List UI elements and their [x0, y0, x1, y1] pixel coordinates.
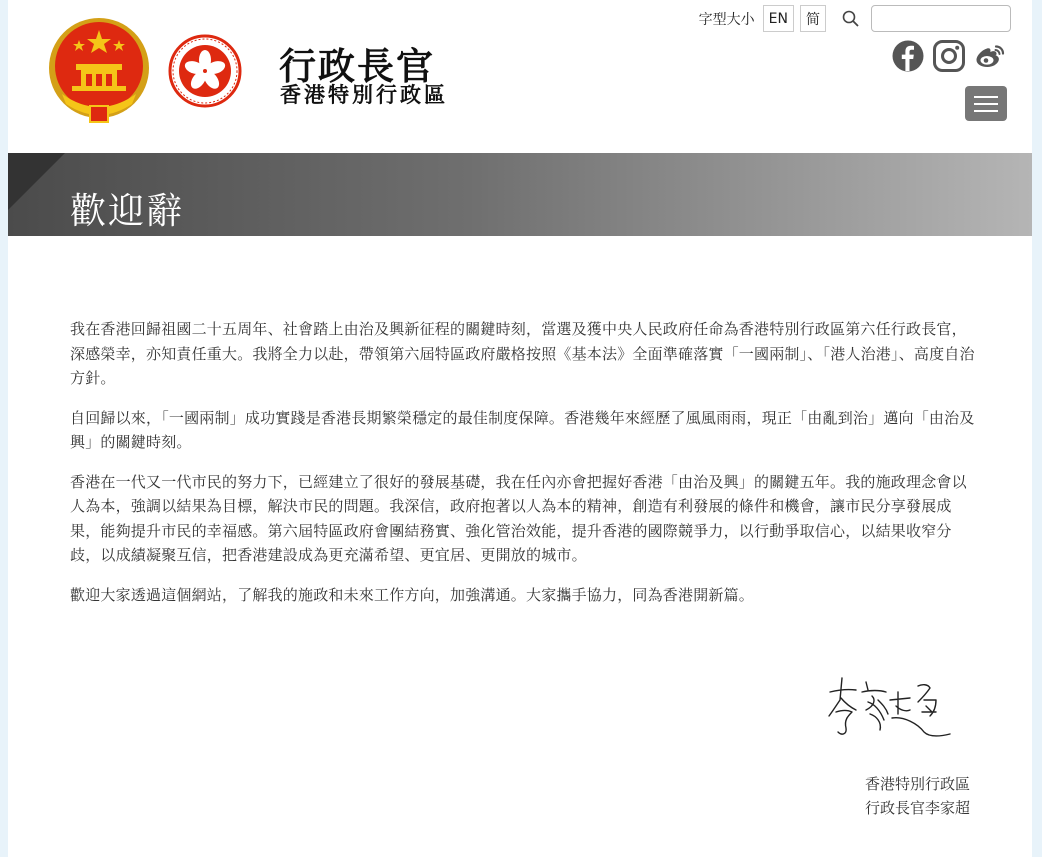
signature-image	[826, 670, 952, 742]
page	[8, 0, 1032, 857]
search-input[interactable]	[871, 5, 1011, 32]
menu-toggle-button[interactable]	[965, 86, 1007, 121]
hamburger-line	[974, 96, 998, 98]
signoff-block	[865, 772, 970, 820]
font-size-button[interactable]: 字型大小	[698, 11, 755, 28]
signoff-office: 香港特別行政區	[864, 775, 970, 793]
welcome-message	[70, 317, 975, 622]
english-language-button[interactable]: EN	[763, 5, 794, 32]
paragraph: 歡迎大家透過這個網站，了解我的施政和未來工作方向，加強溝通。大家攜手協力，同為香港開新篇。	[70, 585, 755, 604]
utility-bar	[699, 5, 1011, 32]
site-title[interactable]: 行政長官	[279, 45, 435, 88]
hamburger-line	[974, 110, 998, 112]
paragraph: 香港在一代又一代市民的努力下，已經建立了很好的發展基礎，我在任內亦會把握好香港「由治及興」的關鍵五年。我的施政理念會以人為本，強調以結果為目標，解決市民的問題。我深信，政府抱著以人為本的精神，創造有利發展的條件和機會，讓市民分享發展成果，能夠提升市民的幸福感。第六屆特區政府會團結務實、強化管治效能，提升香港的國際競爭力，以行動爭取信心，以結果收窄分歧，以成績凝聚互信，把香港建設成為更充滿希望、更宜居、更開放的城市。	[70, 472, 967, 564]
national-emblem-icon[interactable]	[48, 16, 150, 124]
search-icon[interactable]	[840, 8, 862, 30]
simplified-chinese-button[interactable]: 简	[800, 5, 826, 32]
instagram-icon[interactable]	[933, 40, 965, 72]
social-links	[892, 40, 1006, 72]
paragraph: 自回歸以來，「一國兩制」成功實踐是香港長期繁榮穩定的最佳制度保障。香港幾年來經歷了風風雨雨，現正「由亂到治」邁向「由治及興」的關鍵時刻。	[70, 408, 975, 451]
hk-regional-emblem-icon[interactable]	[168, 30, 242, 112]
hamburger-line	[974, 103, 998, 105]
facebook-icon[interactable]	[892, 40, 924, 72]
weibo-icon[interactable]	[974, 40, 1006, 72]
page-banner	[8, 153, 1032, 236]
page-title: 歡迎辭	[70, 191, 185, 232]
signoff-name: 行政長官李家超	[864, 799, 970, 817]
paragraph: 我在香港回歸祖國二十五周年、社會踏上由治及興新征程的關鍵時刻，當選及獲中央人民政府任命為香港特別行政區第六任行政長官，深感榮幸，亦知責任重大。我將全力以赴，帶領第六屆特區政府嚴格按照《基本法》全面準確落實「一國兩制」、「港人治港」、高度自治方針。	[70, 320, 975, 387]
site-subtitle[interactable]: 香港特別行政區	[280, 83, 448, 107]
banner-corner-decoration	[8, 153, 65, 210]
